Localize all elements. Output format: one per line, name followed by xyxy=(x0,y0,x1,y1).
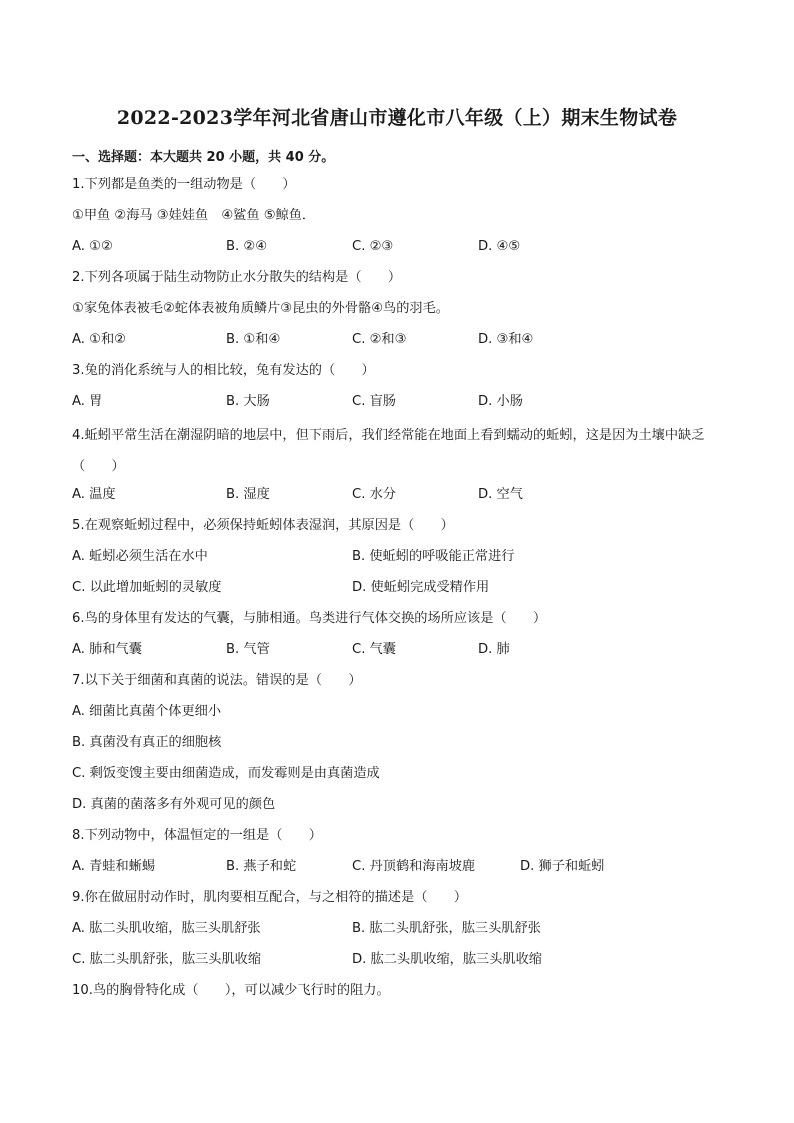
option-b: B. 大肠 xyxy=(226,394,270,409)
question-9-options-row1 xyxy=(72,916,732,947)
option-a: A. ①② xyxy=(72,239,113,254)
option-b: B. 使蚯蚓的呼吸能正常进行 xyxy=(352,549,515,564)
option-c: C. ②和③ xyxy=(352,332,407,347)
option-d: D. 真菌的菌落多有外观可见的颜色 xyxy=(72,797,276,812)
option-b: B. 燕子和蛇 xyxy=(226,859,297,874)
option-d: D. 空气 xyxy=(478,487,523,502)
option-b: B. ②④ xyxy=(226,239,268,254)
option-a: A. 细菌比真菌个体更细小 xyxy=(72,704,222,719)
question-1-options xyxy=(72,234,732,265)
question-1-stem: 1.下列都是鱼类的一组动物是（ ） xyxy=(72,177,296,192)
question-2-stem: 2.下列各项属于陆生动物防止水分散失的结构是（ ） xyxy=(72,270,402,285)
question-4-options xyxy=(72,482,732,513)
option-d: D. 狮子和蚯蚓 xyxy=(520,859,605,874)
question-5-options-row2 xyxy=(72,575,732,606)
question-6-options xyxy=(72,637,732,668)
option-b: B. 肱二头肌舒张，肱三头肌舒张 xyxy=(352,921,541,936)
question-5-options-row1 xyxy=(72,544,732,575)
question-4-stem: 4.蚯蚓平常生活在潮湿阴暗的地层中，但下雨后，我们经常能在地面上看到蠕动的蚯蚓，这是因为土壤中缺乏（ ） xyxy=(72,428,705,474)
option-b: B. ①和④ xyxy=(226,332,281,347)
question-9-options-row2 xyxy=(72,947,732,978)
option-d: D. ④⑤ xyxy=(478,239,521,254)
option-c: C. 丹顶鹤和海南坡鹿 xyxy=(352,859,476,874)
question-list xyxy=(72,172,732,1009)
question-6-stem: 6.鸟的身体里有发达的气囊，与肺相通。鸟类进行气体交换的场所应该是（ ） xyxy=(72,611,547,626)
option-c: C. ②③ xyxy=(352,239,394,254)
option-b: B. 湿度 xyxy=(226,487,270,502)
option-b: B. 真菌没有真正的细胞核 xyxy=(72,735,222,750)
question-7-stem: 7.以下关于细菌和真菌的说法。错误的是（ ） xyxy=(72,673,362,688)
option-c: C. 气囊 xyxy=(352,642,396,657)
question-9-stem: 9.你在做屈肘动作时，肌肉要相互配合，与之相符的描述是（ ） xyxy=(72,890,468,905)
question-8-stem: 8.下列动物中，体温恒定的一组是（ ） xyxy=(72,828,322,843)
option-d: D. 使蚯蚓完成受精作用 xyxy=(352,580,490,595)
question-2-options xyxy=(72,327,732,358)
option-c: C. 剩饭变馊主要由细菌造成，而发霉则是由真菌造成 xyxy=(72,766,380,781)
option-a: A. 胃 xyxy=(72,394,103,409)
option-d: D. 肺 xyxy=(478,642,510,657)
option-d: D. 小肠 xyxy=(478,394,523,409)
question-10-stem: 10.鸟的胸骨特化成（ ），可以减少飞行时的阻力。 xyxy=(72,983,390,998)
option-a: A. 温度 xyxy=(72,487,116,502)
question-3-options xyxy=(72,389,732,420)
option-a: A. 肺和气囊 xyxy=(72,642,142,657)
question-5-stem: 5.在观察蚯蚓过程中，必须保持蚯蚓体表湿润，其原因是（ ） xyxy=(72,518,454,533)
question-3-stem: 3.兔的消化系统与人的相比较，兔有发达的（ ） xyxy=(72,363,375,378)
option-c: C. 以此增加蚯蚓的灵敏度 xyxy=(72,580,222,595)
question-1-items: ①甲鱼 ②海马 ③娃娃鱼 ④鲨鱼 ⑤鲸鱼． xyxy=(72,208,316,223)
option-a: A. ①和② xyxy=(72,332,127,347)
option-b: B. 气管 xyxy=(226,642,270,657)
option-d: D. ③和④ xyxy=(478,332,534,347)
option-a: A. 蚯蚓必须生活在水中 xyxy=(72,549,208,564)
question-2-items: ①家兔体表被毛②蛇体表被角质鳞片③昆虫的外骨骼④鸟的羽毛。 xyxy=(72,301,449,316)
option-c: C. 盲肠 xyxy=(352,394,396,409)
option-c: C. 肱二头肌舒张，肱三头肌收缩 xyxy=(72,952,262,967)
option-a: A. 青蛙和蜥蜴 xyxy=(72,859,156,874)
section-heading: 一、选择题：本大题共 20 小题，共 40 分。 xyxy=(72,150,335,165)
option-c: C. 水分 xyxy=(352,487,396,502)
option-a: A. 肱二头肌收缩，肱三头肌舒张 xyxy=(72,921,261,936)
exam-title: 2022-2023学年河北省唐山市遵化市八年级（上）期末生物试卷 xyxy=(116,107,678,129)
question-8-options xyxy=(72,854,732,885)
option-d: D. 肱二头肌收缩，肱三头肌收缩 xyxy=(352,952,542,967)
